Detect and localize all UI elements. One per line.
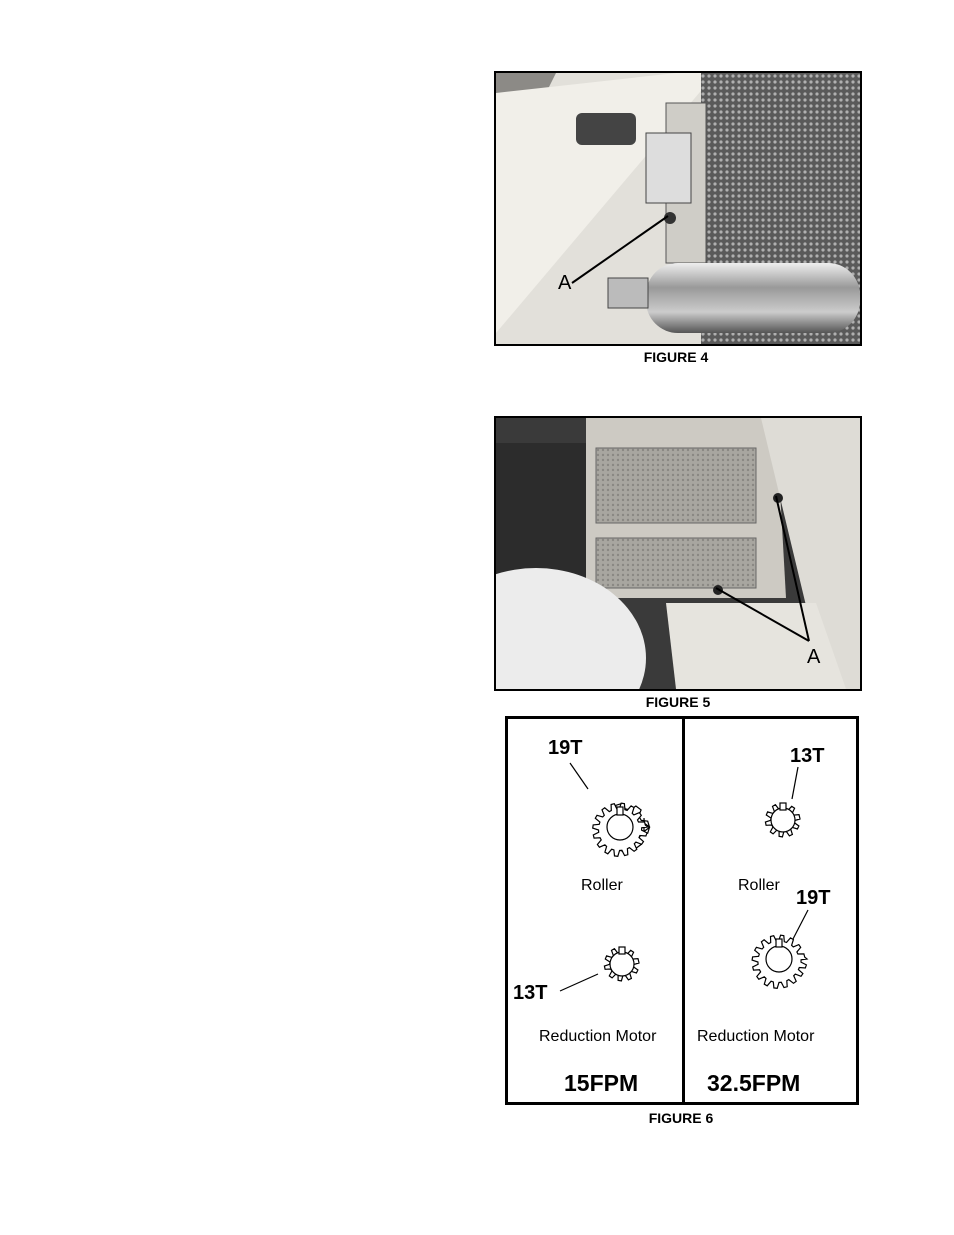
right-motor-label: Reduction Motor (697, 1028, 815, 1045)
right-roller-teeth-label: 13T (790, 745, 825, 767)
left-motor-teeth-label: 13T (513, 982, 548, 1004)
figure-5-caption: FIGURE 5 (645, 694, 711, 710)
right-roller-label: Roller (738, 877, 780, 894)
figure-4-callout-line (494, 71, 858, 342)
figure-5-callout-label: A (807, 646, 821, 668)
figure-4-caption: FIGURE 4 (643, 349, 709, 365)
left-motor-sprocket-13t-shape (604, 947, 639, 981)
left-roller-sprocket-19t-shape (593, 803, 648, 856)
right-roller-sprocket-13t-shape (765, 803, 800, 837)
right-motor-sprocket-19t-shape (752, 935, 807, 988)
left-roller-teeth-label: 19T (548, 737, 583, 759)
left-roller-label: Roller (581, 877, 623, 894)
figure-6-caption: FIGURE 6 (648, 1110, 714, 1126)
right-speed-label: 32.5FPM (707, 1070, 801, 1096)
left-motor-label: Reduction Motor (539, 1028, 657, 1045)
figure-5-callout-lines (494, 416, 858, 687)
right-motor-teeth-label: 19T (796, 887, 831, 909)
left-speed-label: 15FPM (564, 1070, 639, 1096)
figure-6-diagram (505, 716, 859, 1105)
figure-4-callout-label: A (558, 272, 572, 294)
